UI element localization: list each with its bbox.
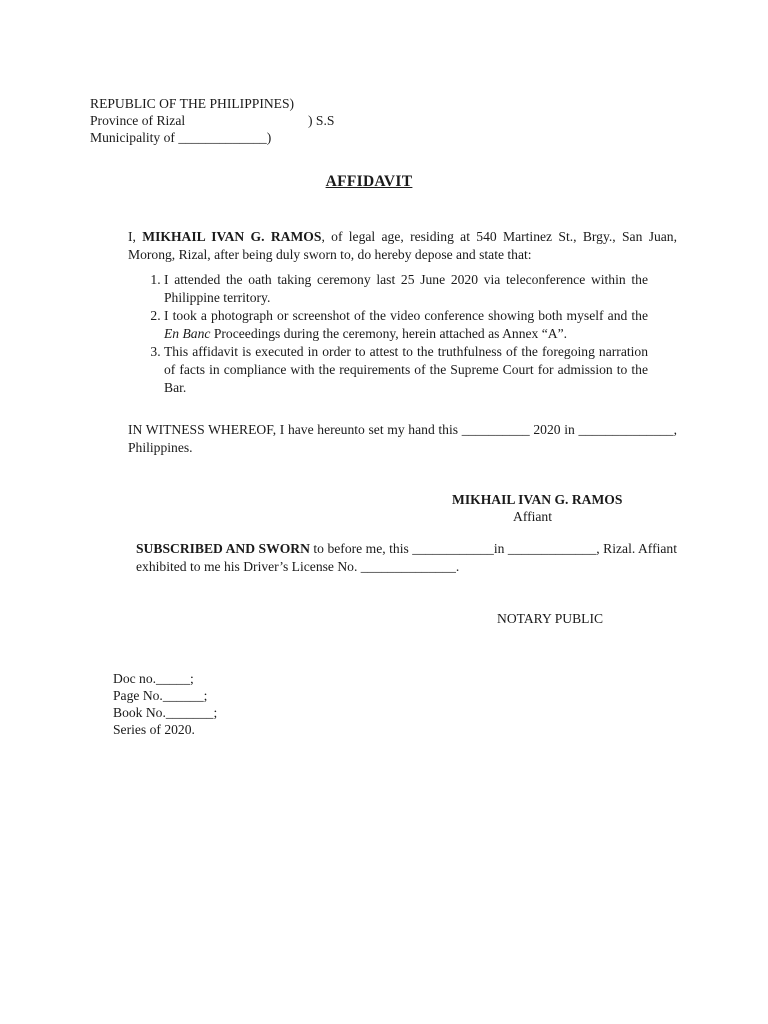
statement-item-3 (164, 343, 648, 397)
jurat-text: to before me, this ____________in _____________, Rizal. Affiant exhibited to me his Driver’s License No. ______________. (136, 541, 677, 574)
caption-province (90, 112, 335, 129)
docket-book: Book No._______; (113, 705, 218, 720)
signature-name: MIKHAIL IVAN G. RAMOS (452, 492, 623, 507)
docket-doc: Doc no._____; (113, 671, 194, 686)
caption-province-label: Province of Rizal (90, 113, 186, 128)
statement-1-text: I attended the oath taking ceremony last 25 June 2020 via teleconference within the Philippine territory. (164, 272, 648, 305)
statements-list (142, 271, 648, 397)
intro-prefix: I, (128, 229, 143, 244)
caption-municipality: Municipality of _____________) (90, 130, 272, 145)
statement-2-text-a: I took a photograph or screenshot of the video conference showing both myself and the (164, 308, 648, 323)
caption-republic: REPUBLIC OF THE PHILIPPINES) (90, 96, 295, 111)
statement-2-text-b: Proceedings during the ceremony, herein attached as Annex “A”. (210, 326, 568, 341)
statement-3-text: This affidavit is executed in order to attest to the truthfulness of the foregoing narration of facts in compliance with the requirements of the Supreme Court for admission to the Bar. (164, 344, 648, 395)
docket-page: Page No.______; (113, 688, 208, 703)
witness-text: IN WITNESS WHEREOF, I have hereunto set my hand this __________ 2020 in ______________, Philippines. (128, 422, 677, 455)
statement-item-2 (164, 307, 648, 343)
jurat-paragraph (107, 540, 677, 576)
document-title: AFFIDAVIT (325, 173, 413, 190)
docket-series: Series of 2020. (113, 722, 195, 737)
intro-paragraph (107, 228, 677, 264)
intro-text: , of legal age, residing at 540 Martinez St., Brgy., San Juan, Morong, Rizal, after being duly sworn to, do hereby depose and state that: (128, 229, 678, 262)
caption-ss: ) S.S (308, 113, 335, 128)
signature-role: Affiant (513, 509, 553, 524)
statement-2-italic: En Banc (164, 326, 211, 341)
caption-block (90, 95, 335, 146)
statement-item-1 (164, 271, 648, 307)
witness-paragraph (107, 421, 677, 457)
affiant-name: MIKHAIL IVAN G. RAMOS (142, 229, 322, 244)
notary-public: NOTARY PUBLIC (497, 611, 604, 626)
jurat-bold: SUBSCRIBED AND SWORN (136, 541, 310, 556)
docket-block (113, 670, 217, 738)
